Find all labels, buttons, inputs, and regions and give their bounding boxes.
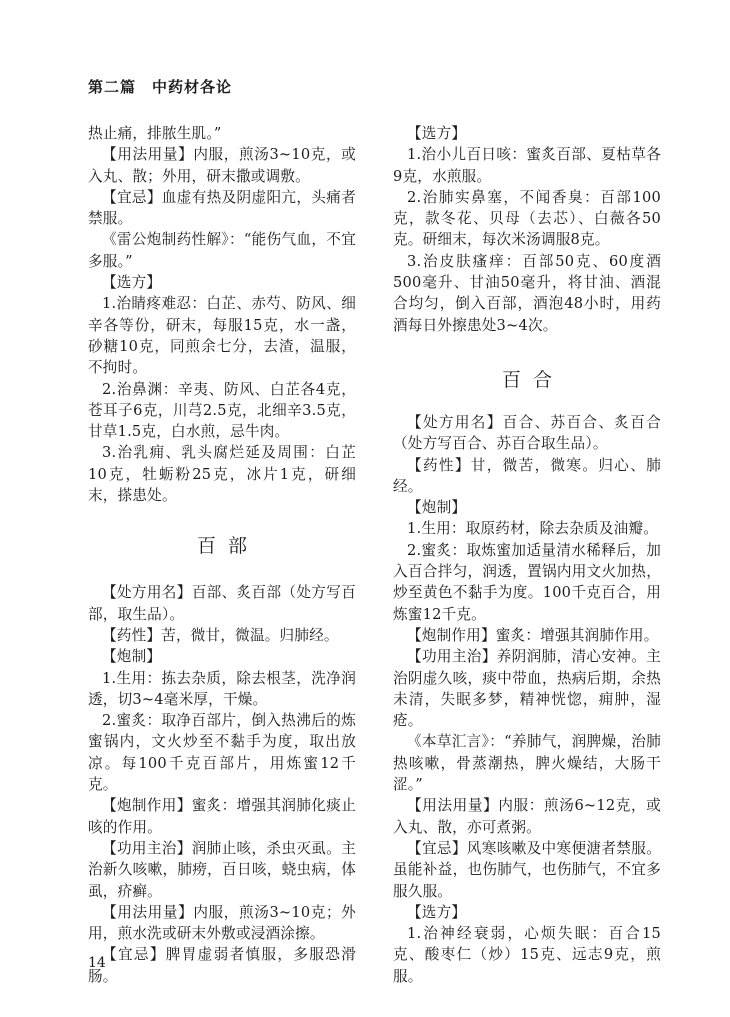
paragraph: 【功用主治】养阴润肺，清心安神。主治阴虚久咳，痰中带血，热病后期，余热未清，失眠多梦，精神恍惚，痈肿，湿疮。 [393,648,661,730]
paragraph: 【宜忌】脾胃虚弱者慎服，多服恐滑肠。 [88,946,356,985]
paragraph: 《本草汇言》：“养肺气，润脾燥，治肺热咳嗽，骨蒸潮热，脾火燥结，大肠干涩。” [393,733,661,794]
paragraph: 【宜忌】风寒咳嗽及中寒便溏者禁服。虽能补益，也伤肺气，也伤肺气，不宜多服久服。 [393,839,661,900]
paragraph: 【炮制作用】蜜炙：增强其润肺作用。 [407,626,659,644]
paragraph: 1.治睛疼难忍：白芷、赤芍、防风、细辛各等份，研末，每服15克，水一盏，砂糖10克，同煎余七分，去渣，温服，不拘时。 [88,295,356,377]
paragraph: 1.生用：取原药材，除去杂质及油瓣。 [407,520,659,538]
paragraph: 3.治乳痈、乳头腐烂延及周围：白芷10克，牡蛎粉25克，冰片1克，研细末，搽患处。 [88,444,356,505]
paragraph: 【处方用名】百合、苏百合、炙百合（处方写百合、苏百合取生品）。 [393,413,661,453]
paragraph: 【功用主治】润肺止咳，杀虫灭虱。主治新久咳嗽，肺痨，百日咳，蛲虫病，体虱，疥癣。 [88,839,356,900]
paragraph: 1.生用：拣去杂质，除去根茎，洗净润透，切3~4毫米厚，干燥。 [88,669,356,708]
paragraph: 2.蜜炙：取炼蜜加适量清水稀释后，加入百合拌匀，润透，置锅内用文火加热，炒至黄色不黏手为度。100千克百合，用炼蜜12千克。 [393,541,661,623]
paragraph: 【选方】 [407,125,467,142]
paragraph: 【宜忌】血虚有热及阴虚阳亢，头痛者禁服。 [88,188,356,228]
paragraph: 【炮制】 [102,648,162,666]
paragraph: 1.治小儿百日咳：蜜炙百部、夏枯草各9克，水煎服。 [393,146,661,185]
paragraph: 【用法用量】内服：煎汤6~12克，或入丸、散，亦可煮粥。 [393,797,661,836]
paragraph: 3.治皮肤瘙痒：百部50克、60度酒500毫升、甘油50毫升，将甘油、酒混合均匀，倒入百部，酒泡48小时，用药酒每日外擦患处3~4次。 [393,252,661,334]
page-number: 14 [88,955,106,971]
paragraph: 【药性】甘，微苦，微寒。归心、肺经。 [393,456,661,495]
paragraph: 【炮制作用】蜜炙：增强其润肺化痰止咳的作用。 [88,797,356,836]
paragraph: 2.蜜炙：取净百部片，倒入热沸后的炼蜜锅内，文火炒至不黏手为度，取出放凉。每100千克百部片，用炼蜜12千克。 [88,712,356,794]
paragraph: 2.治鼻渊：辛夷、防风、白芷各4克，苍耳子6克，川芎2.5克，北细辛3.5克，甘草1.5克，白水煎，忌牛肉。 [88,380,356,441]
paragraph: 2.治肺实鼻塞，不闻香臭：百部100克，款冬花、贝母（去芯）、白薇各50克。研细末，每次米汤调服8克。 [393,188,661,249]
paragraph: 热止痛，排脓生肌。” [88,125,222,142]
running-header: 第二篇 中药材各论 [88,78,233,96]
paragraph: 【用法用量】内服，煎汤3~10克；外用，煎水洗或研末外敷或浸酒涂擦。 [88,903,356,943]
paragraph: 【药性】苦，微甘，微温。归肺经。 [102,626,339,644]
section-heading: 百部 [196,535,259,558]
paragraph: 【处方用名】百部、炙百部（处方写百部，取生品）。 [88,584,356,623]
paragraph: 【炮制】 [407,499,467,517]
paragraph: 1.治神经衰弱，心烦失眠：百合15克、酸枣仁（炒）15克、远志9克，煎服。 [393,925,661,985]
paragraph: 《雷公炮制药性解》：“能伤气血，不宜多服。” [88,231,356,270]
section-heading: 百合 [501,368,564,391]
right-column [393,123,661,987]
left-column [88,123,356,987]
paragraph: 【选方】 [407,903,467,921]
paragraph: 【用法用量】内服，煎汤3~10克，或入丸、散；外用，研末撒或调敷。 [88,146,356,185]
paragraph: 【选方】 [102,274,162,292]
